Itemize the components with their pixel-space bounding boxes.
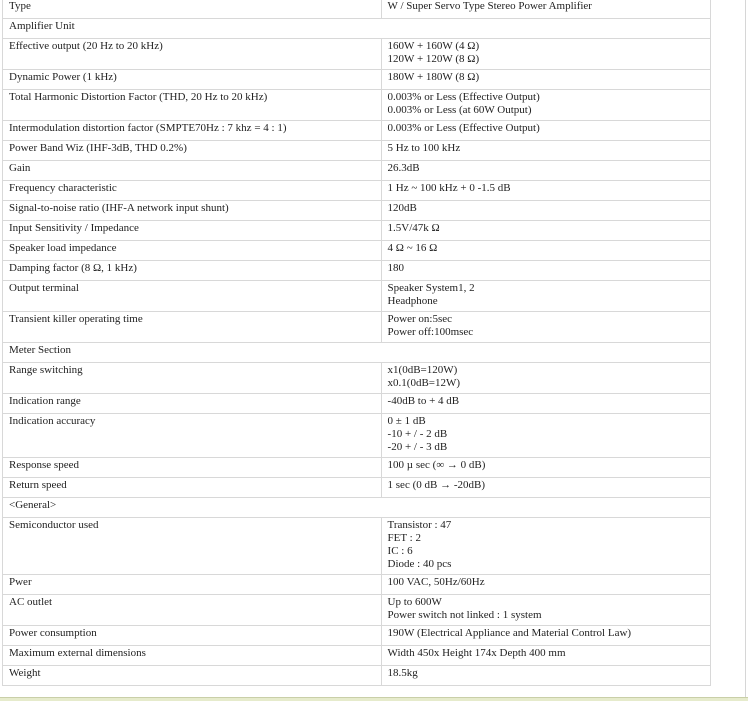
spec-value-line: 1.5V/47k Ω bbox=[387, 222, 440, 234]
spec-value bbox=[381, 201, 710, 221]
spec-label: Damping factor (8 Ω, 1 kHz) bbox=[3, 261, 382, 281]
spec-value-line: Power switch not linked : 1 system bbox=[387, 609, 542, 621]
spec-label: Weight bbox=[3, 666, 382, 686]
spec-value bbox=[381, 281, 710, 312]
section-header-row bbox=[3, 498, 711, 518]
spec-row bbox=[3, 458, 711, 478]
spec-value bbox=[381, 414, 710, 458]
spec-row bbox=[3, 414, 711, 458]
spec-value-line: -10 + / - 2 dB bbox=[387, 428, 448, 440]
spec-value bbox=[381, 363, 710, 394]
spec-value bbox=[381, 312, 710, 343]
spec-value-line: Diode : 40 pcs bbox=[387, 558, 452, 570]
spec-value bbox=[381, 221, 710, 241]
spec-row bbox=[3, 181, 711, 201]
spec-row bbox=[3, 0, 711, 19]
section-header: Meter Section bbox=[3, 343, 711, 363]
spec-value-line: W / Super Servo Type Stereo Power Amplifier bbox=[387, 0, 592, 12]
spec-label: Response speed bbox=[3, 458, 382, 478]
spec-value bbox=[381, 241, 710, 261]
spec-row bbox=[3, 90, 711, 121]
spec-row bbox=[3, 141, 711, 161]
spec-value bbox=[381, 575, 710, 595]
spec-label: Output terminal bbox=[3, 281, 382, 312]
spec-value-line: Width 450x Height 174x Depth 400 mm bbox=[387, 647, 566, 659]
spec-label: Pwer bbox=[3, 575, 382, 595]
spec-row bbox=[3, 161, 711, 181]
spec-value bbox=[381, 595, 710, 626]
spec-label: Indication accuracy bbox=[3, 414, 382, 458]
spec-value bbox=[381, 646, 710, 666]
spec-value-line: 100 VAC, 50Hz/60Hz bbox=[387, 576, 485, 588]
spec-value-line: 190W (Electrical Appliance and Material Control Law) bbox=[387, 627, 632, 639]
section-header-row bbox=[3, 19, 711, 39]
spec-value-line: Up to 600W bbox=[387, 596, 442, 608]
spec-row bbox=[3, 595, 711, 626]
spec-value-line: 18.5kg bbox=[387, 667, 418, 679]
spec-value bbox=[381, 121, 710, 141]
spec-value-line: 26.3dB bbox=[387, 162, 420, 174]
spec-row bbox=[3, 394, 711, 414]
spec-value-line: 5 Hz to 100 kHz bbox=[387, 142, 461, 154]
spec-label: Effective output (20 Hz to 20 kHz) bbox=[3, 39, 382, 70]
spec-label: Input Sensitivity / Impedance bbox=[3, 221, 382, 241]
spec-row bbox=[3, 666, 711, 686]
page-right-rule bbox=[745, 0, 746, 697]
spec-value bbox=[381, 70, 710, 90]
spec-value-line: Power off:100msec bbox=[387, 326, 474, 338]
spec-value-line: 1 sec (0 dB → -20dB) bbox=[387, 479, 485, 491]
spec-row bbox=[3, 221, 711, 241]
section-header: <General> bbox=[3, 498, 711, 518]
spec-value bbox=[381, 181, 710, 201]
spec-value-line: FET : 2 bbox=[387, 532, 421, 544]
spec-value-line: 180 bbox=[387, 262, 405, 274]
spec-value-line: 180W + 180W (8 Ω) bbox=[387, 71, 480, 83]
spec-row bbox=[3, 478, 711, 498]
spec-row bbox=[3, 39, 711, 70]
spec-table bbox=[2, 0, 711, 686]
spec-label: Signal-to-noise ratio (IHF-A network input shunt) bbox=[3, 201, 382, 221]
spec-value-line: 0.003% or Less (at 60W Output) bbox=[387, 104, 532, 116]
spec-value-line: x0.1(0dB=12W) bbox=[387, 377, 461, 389]
spec-row bbox=[3, 241, 711, 261]
spec-label: Frequency characteristic bbox=[3, 181, 382, 201]
spec-value-line: -20 + / - 3 dB bbox=[387, 441, 448, 453]
spec-value bbox=[381, 39, 710, 70]
spec-value-line: 160W + 160W (4 Ω) bbox=[387, 40, 480, 52]
spec-label: Transient killer operating time bbox=[3, 312, 382, 343]
window-bottom-bar bbox=[0, 697, 748, 701]
spec-label: Power consumption bbox=[3, 626, 382, 646]
spec-value bbox=[381, 90, 710, 121]
spec-value-line: 4 Ω ~ 16 Ω bbox=[387, 242, 438, 254]
section-header: Amplifier Unit bbox=[3, 19, 711, 39]
spec-value-line: 0 ± 1 dB bbox=[387, 415, 426, 427]
spec-value-line: 120W + 120W (8 Ω) bbox=[387, 53, 480, 65]
spec-value bbox=[381, 458, 710, 478]
spec-row bbox=[3, 261, 711, 281]
spec-value-line: 0.003% or Less (Effective Output) bbox=[387, 122, 540, 134]
spec-value bbox=[381, 261, 710, 281]
spec-row bbox=[3, 121, 711, 141]
spec-label: Semiconductor used bbox=[3, 518, 382, 575]
spec-value-line: 0.003% or Less (Effective Output) bbox=[387, 91, 540, 103]
spec-value bbox=[381, 161, 710, 181]
spec-value-line: Headphone bbox=[387, 295, 438, 307]
spec-label: Intermodulation distortion factor (SMPTE70Hz : 7 khz = 4 : 1) bbox=[3, 121, 382, 141]
spec-row bbox=[3, 626, 711, 646]
spec-value-line: Transistor : 47 bbox=[387, 519, 452, 531]
spec-label: Type bbox=[3, 0, 382, 19]
spec-label: Maximum external dimensions bbox=[3, 646, 382, 666]
spec-value-line: -40dB to + 4 dB bbox=[387, 395, 460, 407]
spec-value bbox=[381, 394, 710, 414]
spec-value-line: 120dB bbox=[387, 202, 417, 214]
spec-row bbox=[3, 363, 711, 394]
spec-label: Speaker load impedance bbox=[3, 241, 382, 261]
spec-value-line: 1 Hz ~ 100 kHz + 0 -1.5 dB bbox=[387, 182, 511, 194]
spec-value bbox=[381, 0, 710, 19]
spec-row bbox=[3, 575, 711, 595]
spec-value-line: Power on:5sec bbox=[387, 313, 452, 325]
spec-value-line: Speaker System1, 2 bbox=[387, 282, 475, 294]
spec-label: Gain bbox=[3, 161, 382, 181]
spec-label: Range switching bbox=[3, 363, 382, 394]
spec-row bbox=[3, 201, 711, 221]
spec-value-line: 100 µ sec (∞ → 0 dB) bbox=[387, 459, 486, 471]
spec-value-line: x1(0dB=120W) bbox=[387, 364, 458, 376]
spec-label: Power Band Wiz (IHF-3dB, THD 0.2%) bbox=[3, 141, 382, 161]
spec-row bbox=[3, 312, 711, 343]
spec-row bbox=[3, 518, 711, 575]
spec-row bbox=[3, 646, 711, 666]
spec-table-body bbox=[3, 0, 711, 686]
spec-label: Total Harmonic Distortion Factor (THD, 20 Hz to 20 kHz) bbox=[3, 90, 382, 121]
spec-label: Return speed bbox=[3, 478, 382, 498]
spec-row bbox=[3, 281, 711, 312]
spec-value bbox=[381, 478, 710, 498]
spec-value bbox=[381, 626, 710, 646]
spec-value bbox=[381, 666, 710, 686]
spec-label: AC outlet bbox=[3, 595, 382, 626]
spec-label: Dynamic Power (1 kHz) bbox=[3, 70, 382, 90]
spec-value bbox=[381, 141, 710, 161]
spec-value-line: IC : 6 bbox=[387, 545, 413, 557]
spec-label: Indication range bbox=[3, 394, 382, 414]
section-header-row bbox=[3, 343, 711, 363]
spec-row bbox=[3, 70, 711, 90]
spec-value bbox=[381, 518, 710, 575]
